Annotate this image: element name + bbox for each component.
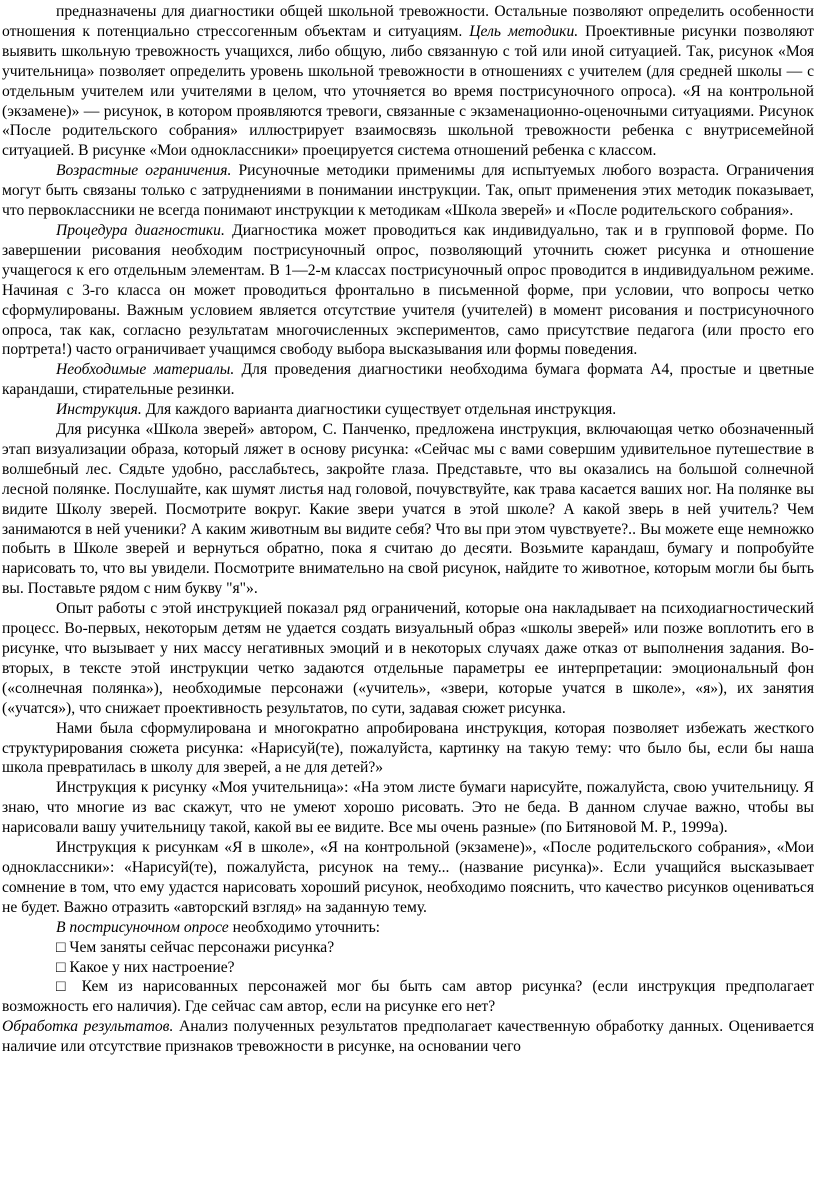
paragraph-other-drawings: Инструкция к рисункам «Я в школе», «Я на контрольной (экзамене)», «После родительского собрания», «Мои одноклассники»: «Нарисуй(те), пожалуйста, рисунок на тему... (название рисунка)». Если учащийся высказывает сомнение в том, что ему удастся нарисовать хороший рисунок, необходимо пояснить, что качество рисунков оцениваться не будет. Важно отразить «авторский взгляд» на заданную тему. [2,839,814,916]
paragraph-survey [2,918,814,938]
text: Для проведения диагностики необходима бумага формата А4, простые и цветные карандаши, стирательные резинки. [2,361,814,399]
paragraph-animal-school: Для рисунка «Школа зверей» автором, С. Панченко, предложена инструкция, включающая четко обозначенный этап визуализации образа, который ляжет в основу рисунка: «Сейчас мы с вами совершим удивительное путешествие в волшебный лес. Сядьте удобно, расслабьтесь, закройте глаза. Представьте, что вы оказались на большой солнечной лесной полянке. Послушайте, как шумят листья над головой, почувствуйте, как трава касается ваших ног. На полянке вы видите Школу зверей. Посмотрите вокруг. Какие звери учатся в этой школе? А какой зверь в ней учитель? Чем занимаются в ней ученики? А каким животным вы видите себя? Что вы при этом чувствуете?.. Вы можете еще немножко побыть в Школе зверей и вернуться обратно, пока я считаю до десяти. Возьмите карандаш, бумагу и попробуйте нарисовать то, что вы увидели. Посмотрите внимательно на свой рисунок, найдите то животное, которым могли бы быть вы. Поставьте рядом с ним букву "я"». [2,421,814,598]
paragraph-results [2,1017,814,1057]
checkbox-bullet-icon: □ [56,958,66,976]
heading-inline: Цель методики. [469,22,579,40]
text: Рисуночные методики применимы для испытуемых любого возраста. Ограничения могут быть связаны только с затруднениями в понимании инструкции. Так, опыт применения этих методик показывает, что первоклассники не всегда понимают инструкции к методикам «Школа зверей» и «После родительского собрания». [2,162,814,220]
heading-inline: Инструкция. [56,401,142,419]
paragraph-new-instruction: Нами была сформулирована и многократно апробирована инструкция, которая позволяет избежать жесткого структурирования сюжета рисунка: «Нарисуй(те), пожалуйста, картинку на такую тему: что было бы, если бы наша школа превратилась в школу для зверей, а не для детей?» [2,719,814,777]
text: Анализ полученных результатов предполагает качественную обработку данных. Оценивается наличие или отсутствие признаков тревожности в рисунке, на основании чего [2,1018,814,1056]
paragraph-age-limits [2,161,814,221]
text: Какое у них настроение? [69,958,235,976]
paragraph-teacher-drawing: Инструкция к рисунку «Моя учительница»: «На этом листе бумаги нарисуйте, пожалуйста, свою учительницу. Я знаю, что многие из вас скажут, что не умеют хорошо рисовать. Это не беда. В данном случае важно, чтобы вы нарисовали вашу учительницу такой, какой вы ее видите. Все мы очень разные» (по Битяновой М. Р., 1999а). [2,779,814,837]
text: Кем из нарисованных персонажей мог бы быть сам автор рисунка? (если инструкция предполагает возможность его наличия). Где сейчас сам автор, если на рисунке его нет? [2,978,814,1016]
paragraph-materials [2,360,814,400]
heading-inline: Возрастные ограничения. [56,162,232,180]
text: Для каждого варианта диагностики существует отдельная инструкция. [145,401,617,419]
heading-inline: В пострисуночном опросе [56,918,229,936]
text: Чем заняты сейчас персонажи рисунка? [69,938,335,956]
paragraph-procedure [2,221,814,360]
text: необходимо уточнить: [232,918,381,936]
heading-inline: Процедура диагностики. [56,221,225,239]
list-item [2,938,814,958]
paragraph-purpose [2,2,814,161]
heading-inline: Необходимые материалы. [56,361,235,379]
checkbox-bullet-icon: □ [56,938,66,956]
checkbox-bullet-icon: □ [56,978,72,996]
paragraph-instruction [2,400,814,420]
paragraph-experience: Опыт работы с этой инструкцией показал ряд ограничений, которые она накладывает на психодиагностический процесс. Во-первых, некоторым детям не удается создать визуальный образ «школы зверей» или позже воплотить его в рисунке, что вызывает у них массу негативных эмоций и в некоторых случаях даже отказ от выполнения задания. Во-вторых, в тексте этой инструкции четко задаются отдельные параметры ее интерпретации: эмоциональный фон («солнечная полянка»), необходимые персонажи («учитель», «звери, которые учатся в школе», «я»), их занятия («учатся»), что снижает проективность результатов, по сути, задавая сюжет рисунка. [2,600,814,717]
text: Диагностика может проводиться как индивидуально, так и в групповой форме. По завершении рисования необходим пострисуночный опрос, позволяющий уточнить сюжет рисунка и отношение учащегося к его отдельным элементам. В 1—2-м классах пострисуночный опрос проводится в индивидуальном режиме. Начиная с 3-го класса он может проводиться фронтально в письменной форме, при условии, что вопросы четко сформулированы. Важным условием является отсутствие учителя (учителей) в момент рисования и пострисуночного опроса, так как, согласно результатам многочисленных экспериментов, само присутствие педагога (или просто его портрета!) часто ограничивает учащимся свободу выбора высказывания или формы поведения. [2,221,815,359]
list-item [2,977,814,1017]
text: Проективные рисунки позволяют выявить школьную тревожность учащихся, либо общую, либо связанную с той или иной ситуацией. Так, рисунок «Моя учительница» позволяет определить уровень школьной тревожности в отношениях с учителем (для средней школы — с отдельным учителем или учителями в целом, что уточняется во время пострисуночного опроса). «Я на контрольной (экзамене)» — рисунок, в котором проявляются тревоги, связанные с экзаменационно-оценочными ситуациями. Рисунок «После родительского собрания» иллюстрирует взаимосвязь школьной тревожности ребенка с внутрисемейной ситуацией. В рисунке «Мои одноклассники» проецируется система отношений ребенка с классом. [2,22,814,160]
text: предназначены для диагностики общей школьной тревожности. Остальные позволяют определить особенности отношения к потенциально стрессогенным объектам и ситуациям. [2,3,814,40]
heading-inline: Обработка результатов. [2,1018,174,1036]
list-item [2,958,814,978]
